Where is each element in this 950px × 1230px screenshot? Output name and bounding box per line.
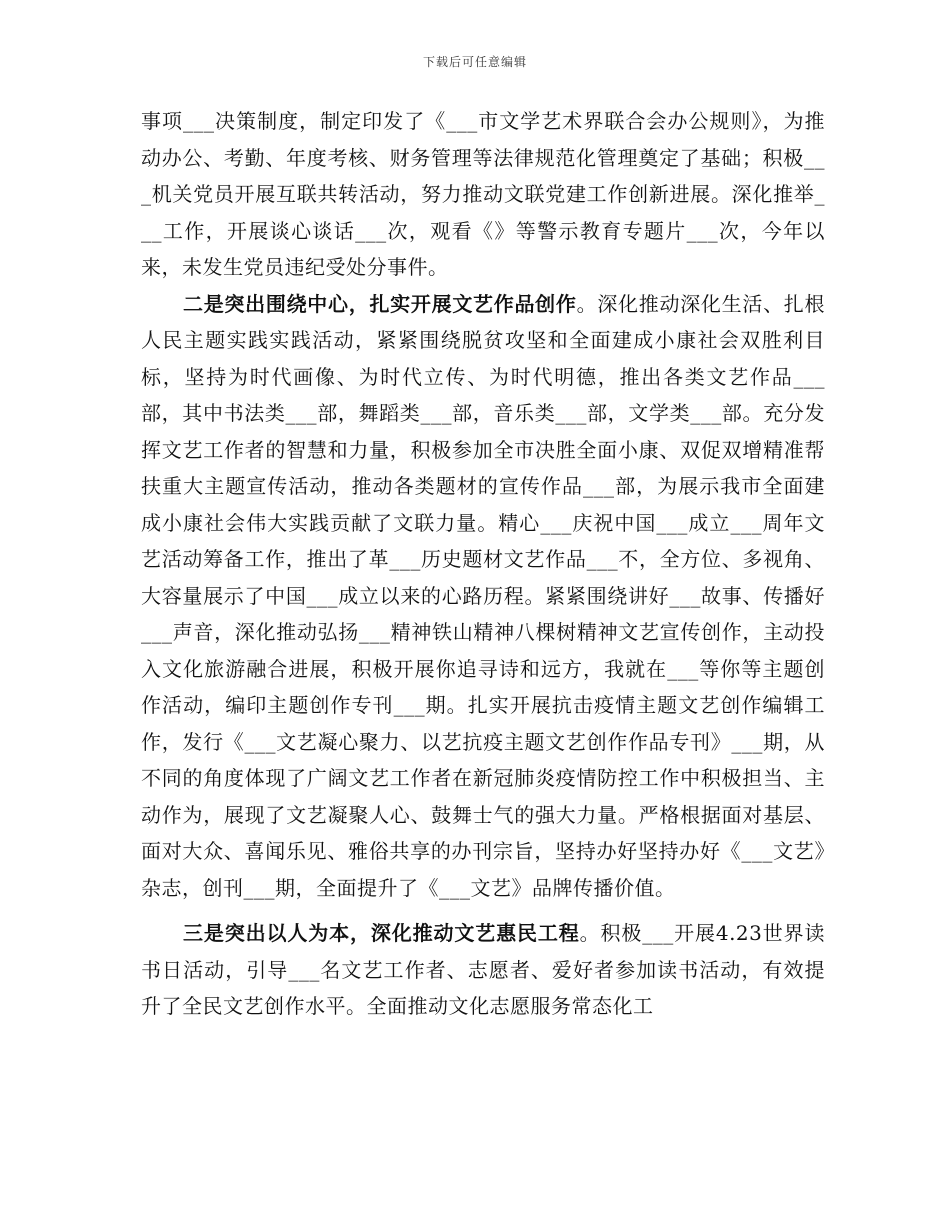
paragraph-art-for-people	[141, 915, 825, 1025]
paragraph-heading: 三是突出以人为本，深化推动文艺惠民工程	[183, 921, 580, 945]
paragraph-party-building	[141, 103, 825, 286]
paragraph-art-creation	[141, 286, 825, 907]
document-body	[141, 103, 825, 1025]
page-header: 下载后可任意编辑	[422, 55, 527, 69]
paragraph-heading: 二是突出围绕中心，扎实开展文艺作品创作	[183, 291, 577, 316]
paragraph-text: 。积极___开展4.23世界读书日活动，引导___名文艺工作者、志愿者、爱好者参加读书活动，有效提升了全民文艺创作水平。全面推动文化志愿服务常态化工	[141, 921, 826, 1018]
paragraph-text: 。深化推动深化生活、扎根人民主题实践实践活动，紧紧围绕脱贫攻坚和全面建成小康社会双胜利目标，坚持为时代画像、为时代立传、为时代明德，推出各类文艺作品___部，其中书法类___部，舞蹈类___部，音乐类___部，文学类___部。充分发挥文艺工作者的智慧和力量，积极参加全市决胜全面小康、双促双增精准帮扶重大主题宣传活动，推动各类题材的宣传作品___部，为展示我市全面建成小康社会伟大实践贡献了文联力量。精心___庆祝中国___成立___周年文艺活动筹备工作，推出了革___历史题材文艺作品___不，全方位、多视角、大容量展示了中国___成立以来的心路历程。紧紧围绕讲好___故事、传播好___声音，深化推动弘扬___精神铁山精神八棵树精神文艺宣传创作，主动投入文化旅游融合进展，积极开展你追寻诗和远方，我就在___等你等主题创作活动，编印主题创作专刊___期。扎实开展抗击疫情主题文艺创作编辑工作，发行《___文艺凝心聚力、以艺抗疫主题文艺创作作品专刊》___期，从不同的角度体现了广阔文艺工作者在新冠肺炎疫情防控工作中积极担当、主动作为，展现了文艺凝聚人心、鼓舞士气的强大力量。严格根据面对基层、面对大众、喜闻乐见、雅俗共享的办刊宗旨，坚持办好坚持办好《___文艺》杂志，创刊___期，全面提升了《___文艺》品牌传播价值。	[141, 291, 826, 900]
paragraph-text: 事项___决策制度，制定印发了《___市文学艺术界联合会办公规则》，为推动办公、考勤、年度考核、财务管理等法律规范化管理奠定了基础；积极___机关党员开展互联共转活动，努力推动文联党建工作创新进展。深化推举___工作，开展谈心谈话___次，观看《》等警示教育专题片___次，今年以来，未发生党员违纪受处分事件。	[141, 109, 825, 279]
